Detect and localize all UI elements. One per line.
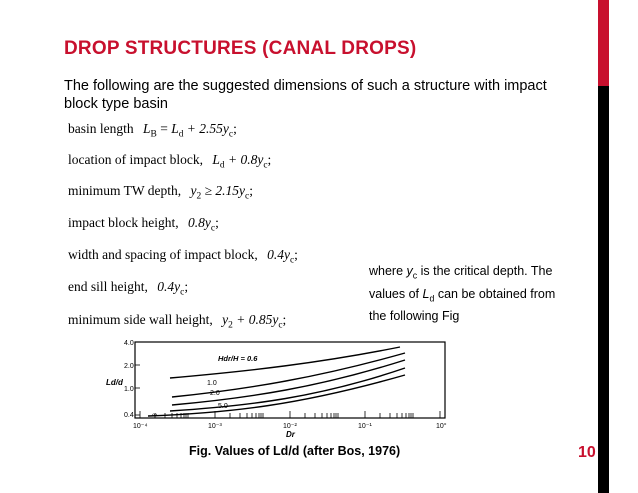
formula-label: minimum side wall height, — [68, 312, 213, 327]
formula-label: end sill height, — [68, 279, 148, 294]
critical-depth-note: where $y_c$ is the critical depth. The values of $L_d$ can be obtained from the following Fig — [369, 264, 556, 323]
formula-math: $L_B = L_d + 2.55y_c$; — [143, 121, 237, 140]
formula-block-width — [68, 247, 298, 266]
formula-basin-length — [68, 121, 237, 140]
accent-bar — [598, 0, 609, 86]
curve-label-10: 1.0 — [207, 380, 217, 387]
y-axis-label: Ld/d — [106, 378, 123, 387]
formula-block-height — [68, 215, 219, 234]
slide-number: 10 — [578, 444, 596, 461]
y-tick-2: 2.0 — [124, 363, 134, 370]
figure-caption: Fig. Values of Ld/d (after Bos, 1976) — [189, 444, 401, 458]
formula-tw-depth — [68, 183, 253, 202]
slide-title: DROP STRUCTURES (CANAL DROPS) — [64, 38, 417, 59]
formula-math: $y_2 \ge 2.15y_c$; — [190, 183, 253, 202]
side-bar — [598, 86, 609, 493]
curve-label-20: 2.0 — [210, 390, 220, 397]
formula-label: impact block height, — [68, 215, 179, 230]
formula-end-sill — [68, 279, 188, 298]
x-tick-1e-4: 10⁻⁴ — [133, 423, 148, 430]
y-tick-04: 0.4 — [124, 412, 134, 419]
intro-text: The following are the suggested dimensions of such a structure with impact block type basin — [64, 78, 547, 112]
formula-label: location of impact block, — [68, 152, 203, 167]
curve-label-50: 5.0 — [218, 403, 228, 410]
formula-label: width and spacing of impact block, — [68, 247, 258, 262]
ld-d-figure — [100, 335, 460, 440]
curve-label-inf: ∞ — [152, 412, 157, 419]
x-axis-label: Dr — [286, 430, 295, 439]
formula-label: basin length — [68, 121, 134, 136]
y-tick-1: 1.0 — [124, 386, 134, 393]
formula-impact-block-location — [68, 152, 271, 171]
x-tick-1e0: 10° — [436, 423, 447, 430]
x-tick-1e-3: 10⁻³ — [208, 423, 222, 430]
formula-math: $y_2 + 0.85y_c$; — [222, 312, 287, 331]
formula-side-wall — [68, 312, 286, 331]
formula-math: $L_d + 0.8y_c$; — [212, 152, 272, 171]
formula-math: $0.8y_c$; — [187, 215, 219, 234]
curve-hdr-06 — [170, 347, 400, 378]
formula-math: $0.4y_c$; — [157, 279, 189, 298]
x-tick-1e-1: 10⁻¹ — [358, 423, 372, 430]
y-tick-marks — [135, 342, 140, 415]
formula-label: minimum TW depth, — [68, 183, 182, 198]
formula-math: $0.4y_c$; — [267, 247, 298, 266]
x-tick-1e-2: 10⁻² — [283, 423, 297, 430]
curve-label-06: Hdr/H = 0.6 — [218, 354, 258, 363]
curves — [148, 347, 405, 416]
y-tick-4: 4.0 — [124, 340, 134, 347]
